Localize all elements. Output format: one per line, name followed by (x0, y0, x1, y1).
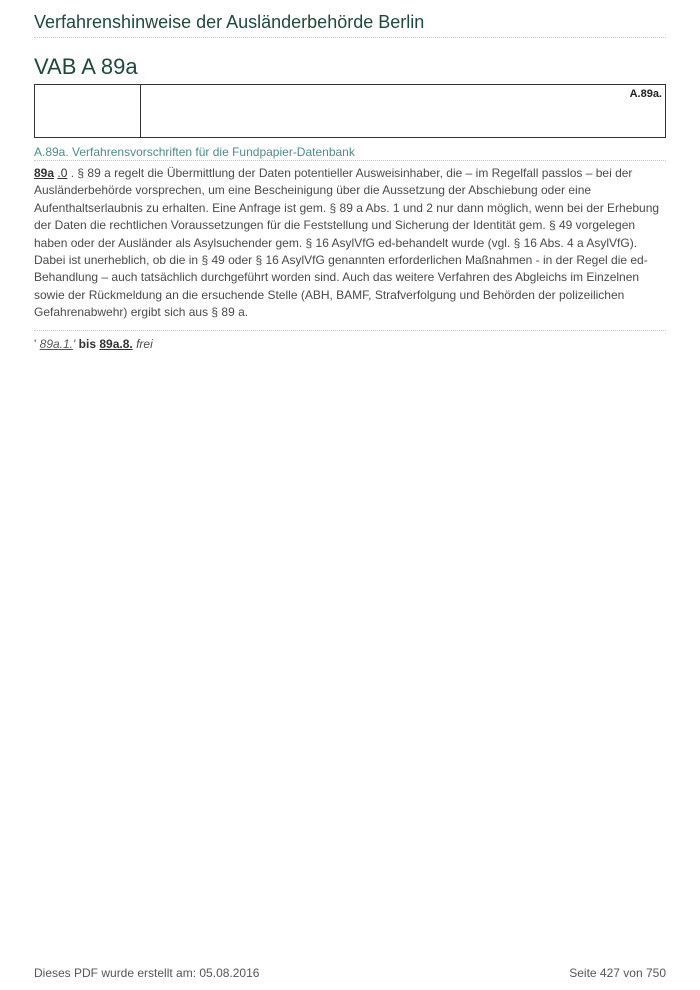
section-divider (34, 160, 666, 161)
paragraph-number-link[interactable]: 89a (34, 166, 55, 180)
header-box-label: A.89a. (629, 88, 662, 100)
footnote-status: frei (136, 337, 153, 351)
footnote-ref-from-link[interactable]: 89a.1. (39, 337, 74, 351)
footer-created-date: Dieses PDF wurde erstellt am: 05.08.2016 (34, 966, 260, 980)
header-box-right-cell (141, 85, 665, 137)
section-paragraph (34, 165, 664, 322)
footnote-bis: bis (78, 337, 96, 351)
header-divider (34, 37, 666, 38)
paragraph-subnumber-link[interactable]: .0 (57, 166, 68, 180)
paragraph-text: § 89 a regelt die Übermittlung der Daten potentieller Ausweisinhaber, die – im Regelfall passlos – bei der Ausländerbehörde vorsprechen, um eine Bescheinigung über die Aussetzung der Abschiebung oder eine Aufenthaltserlaubnis zu erhalten. Eine Anfrage ist gem. § 89 a Abs. 1 und 2 nur dann möglich, wenn bei der Erhebung der Daten die rechtlichen Voraussetzungen für die Feststellung und Sicherung der Identität gem. § 49 vorgelegen haben oder der Ausländer als Asylsuchender gem. § 16 AsylVfG ed-behandelt wurde (vgl. § 16 Abs. 4 a AsylVfG). Dabei ist unerheblich, ob die in § 49 oder § 16 AsylVfG genannten erforderlichen Maßnahmen - in der Regel die ed-Behandlung – auch tatsächlich durchgeführt worden sind. Auch das weitere Verfahren des Abgleichs im Einzelnen sowie der Rückmeldung an die ersuchende Stelle (ABH, BAMF, Strafverfolgung und Behörden der polizeilichen Gefahrenabwehr) ergibt sich aus § 89 a. (34, 166, 660, 320)
footnote-divider (34, 330, 666, 331)
header-box-left-cell (35, 85, 141, 137)
document-title: VAB A 89a (34, 54, 138, 79)
section-heading: A.89a. Verfahrensvorschriften für die Fundpapier-Datenbank (34, 145, 355, 159)
header-title: Verfahrenshinweise der Ausländerbehörde Berlin (34, 12, 425, 32)
paragraph-separator: . (70, 166, 75, 180)
footnote (34, 337, 153, 351)
footer-page-number: Seite 427 von 750 (569, 966, 666, 980)
header-box (34, 84, 666, 138)
footnote-ref-to-link[interactable]: 89a.8. (99, 337, 133, 351)
footnote-quote-open: ' (34, 337, 37, 351)
footnote-quote-close: ' (73, 337, 76, 351)
